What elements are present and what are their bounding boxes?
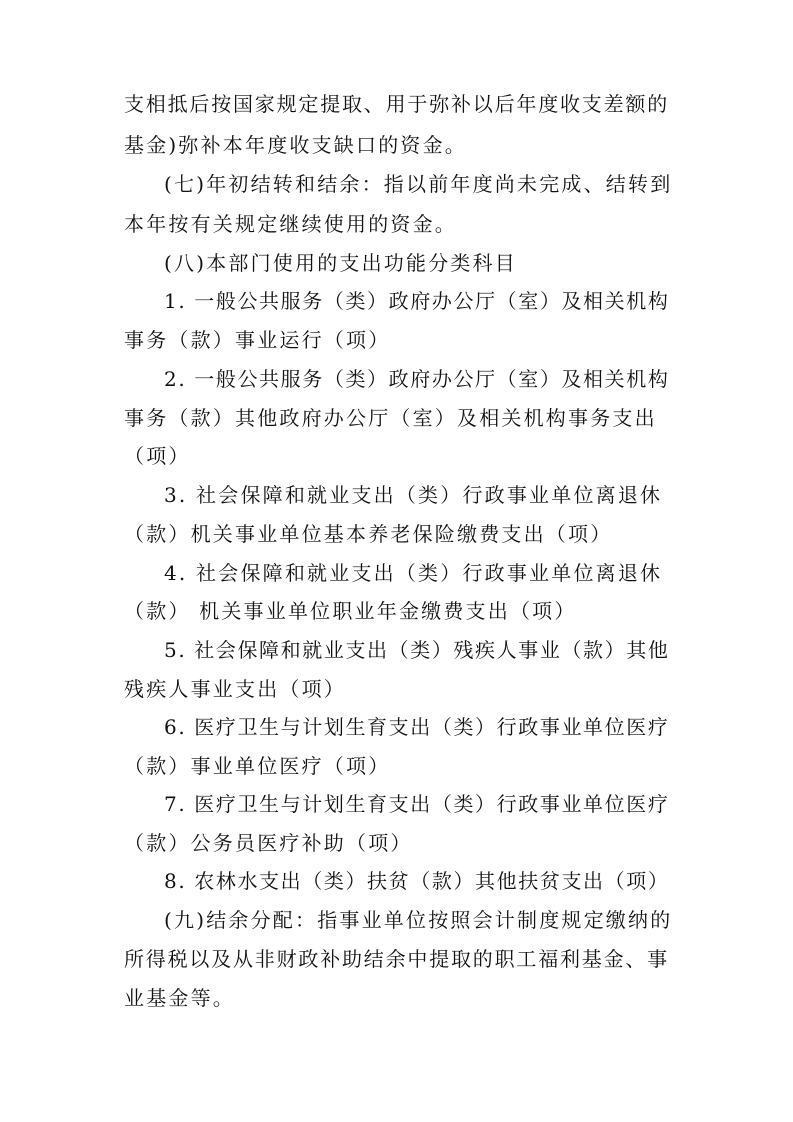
text-line: 业基金等。 [124,986,235,1010]
text-line: 本年按有关规定继续使用的资金。 [124,212,457,236]
text-line: (七)年初结转和结余：指以前年度尚未完成、结转到 [164,172,673,196]
text-line: 事务（款）其他政府办公厅（室）及相关机构事务支出 [124,406,657,430]
text-line: 基金)弥补本年度收支缺口的资金。 [124,133,468,157]
text-line: 支相抵后按国家规定提取、用于弥补以后年度收支差额的 [124,92,669,116]
text-line: 4. 社会保障和就业支出（类）行政事业单位离退休 [164,561,663,585]
text-line: 2. 一般公共服务（类）政府办公厅（室）及相关机构 [164,367,670,391]
section-heading: (八)本部门使用的支出功能分类科目 [164,251,518,275]
text-line: (九)结余分配：指事业单位按照会计制度规定缴纳的 [164,908,673,932]
text-line: 5. 社会保障和就业支出（类）残疾人事业（款）其他 [164,638,670,662]
text-line: 事务（款）事业运行（项） [124,328,391,352]
text-line: （款）事业单位医疗（项） [124,754,391,778]
text-line: （项） [124,444,191,468]
text-line: 7. 医疗卫生与计划生育支出（类）行政事业单位医疗 [164,792,670,816]
text-line: （款）机关事业单位基本养老保险缴费支出（项） [124,522,613,546]
text-line: 6. 医疗卫生与计划生育支出（类）行政事业单位医疗 [164,715,670,739]
text-line: 3. 社会保障和就业支出（类）行政事业单位离退休 [164,483,663,507]
text-line: （款） 机关事业单位职业年金缴费支出（项） [124,599,577,623]
text-line: 1. 一般公共服务（类）政府办公厅（室）及相关机构 [164,289,670,313]
text-line: （款）公务员医疗补助（项） [124,831,413,855]
text-line: 残疾人事业支出（项） [124,677,346,701]
text-line: 8. 农林水支出（类）扶贫（款）其他扶贫支出（项） [164,869,670,893]
text-line: 所得税以及从非财政补助结余中提取的职工福利基金、事 [124,947,669,971]
